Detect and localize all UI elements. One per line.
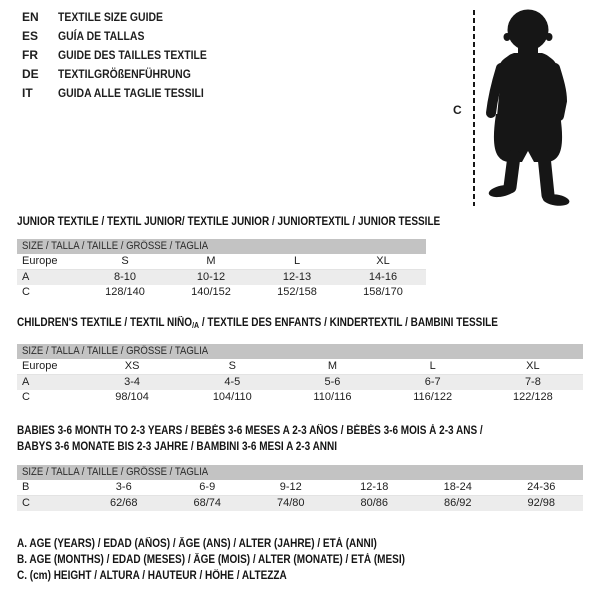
cell: 122/128 xyxy=(513,391,553,403)
cell: 5-6 xyxy=(324,376,341,388)
cell: 110/116 xyxy=(313,391,352,403)
cell: L xyxy=(429,360,436,372)
language-label: GUIDA ALLE TAGLIE TESSILI xyxy=(58,86,204,100)
language-label: TEXTILGRÖßENFÜHRUNG xyxy=(58,67,191,81)
cell: M xyxy=(206,255,216,267)
language-label: TEXTILE SIZE GUIDE xyxy=(58,10,163,24)
cell: 86/92 xyxy=(443,497,472,509)
legend xyxy=(17,536,463,584)
language-row-fr xyxy=(22,46,229,65)
language-label: GUIDE DES TAILLES TEXTILE xyxy=(58,48,207,62)
cell: 10-12 xyxy=(196,271,226,283)
cell: XS xyxy=(124,360,140,372)
cell: 12-18 xyxy=(360,481,389,493)
cell: 62/68 xyxy=(109,497,138,509)
cell: 12-13 xyxy=(282,271,312,283)
language-label: GUÍA DE TALLAS xyxy=(58,29,145,43)
cell: 158/170 xyxy=(363,286,403,298)
row-label: Europe xyxy=(22,360,58,372)
cell: 24-36 xyxy=(527,481,556,493)
cell: M xyxy=(327,360,338,372)
size-header-bar: SIZE / TALLA / TAILLE / GRÖSSE / TAGLIA xyxy=(17,344,583,359)
cell: 4-5 xyxy=(224,376,241,388)
table-row xyxy=(17,359,583,375)
legend-line-c: C. (cm) HEIGHT / ALTURA / HAUTEUR / HÖHE / ALTEZZA xyxy=(17,570,287,582)
legend-line-a: A. AGE (YEARS) / EDAD (AÑOS) / ÂGE (ANS) / ALTER (JAHRE) / ETÀ (ANNI) xyxy=(17,538,377,550)
cell: 6-9 xyxy=(199,481,216,493)
baby-figure xyxy=(452,6,582,208)
language-row-en xyxy=(22,8,229,27)
language-row-es xyxy=(22,27,229,46)
language-code: ES xyxy=(22,29,39,43)
junior-table-title: JUNIOR TEXTILE / TEXTIL JUNIOR/ TEXTILE JUNIOR / JUNIORTEXTIL / JUNIOR TESSILE xyxy=(17,216,441,228)
legend-line-b: B. AGE (MONTHS) / EDAD (MESES) / ÂGE (MOIS) / ALTER (MONATE) / ETÀ (MESI) xyxy=(17,554,405,566)
language-list xyxy=(22,8,229,103)
cell: 7-8 xyxy=(524,376,541,388)
junior-size-table xyxy=(17,239,426,300)
table-row xyxy=(17,390,583,405)
size-header-bar: SIZE / TALLA / TAILLE / GRÖSSE / TAGLIA xyxy=(17,465,583,480)
cell: 92/98 xyxy=(527,497,556,509)
title-subscript: /A xyxy=(192,321,200,330)
cell: 116/122 xyxy=(413,391,453,403)
row-label: C xyxy=(22,286,30,298)
row-label: A xyxy=(22,271,30,283)
cell: 128/140 xyxy=(105,286,145,298)
cell: 98/104 xyxy=(115,391,149,403)
cell: S xyxy=(121,255,129,267)
cell: 74/80 xyxy=(276,497,305,509)
cell: 80/86 xyxy=(360,497,389,509)
height-measure-label: C xyxy=(453,103,462,117)
babies-size-table xyxy=(17,465,583,511)
cell: 104/110 xyxy=(212,391,252,403)
cell: L xyxy=(293,255,301,267)
row-label: C xyxy=(22,391,30,403)
language-row-de xyxy=(22,65,229,84)
table-row xyxy=(17,375,583,390)
row-label: B xyxy=(22,481,30,493)
cell: 18-24 xyxy=(443,481,472,493)
language-code: EN xyxy=(22,10,39,24)
cell: 3-4 xyxy=(124,376,141,388)
language-row-it xyxy=(22,84,229,103)
language-code: FR xyxy=(22,48,38,62)
language-code: DE xyxy=(22,67,39,81)
cell: 152/158 xyxy=(277,286,317,298)
size-header-bar: SIZE / TALLA / TAILLE / GRÖSSE / TAGLIA xyxy=(17,239,426,254)
cell: 9-12 xyxy=(279,481,302,493)
baby-silhouette-icon xyxy=(452,6,582,208)
row-label: Europe xyxy=(22,255,58,267)
table-row xyxy=(17,254,426,270)
children-table-title: CHILDREN'S TEXTILE / TEXTIL $NIÑO_{/A}$ / TEXTILE DES ENFANTS / KINDERTEXTIL / BAMBINI TESSILE xyxy=(17,317,498,330)
table-row xyxy=(17,480,583,496)
row-label: A xyxy=(22,376,30,388)
cell: XL xyxy=(526,360,540,372)
cell: S xyxy=(228,360,236,372)
cell: 3-6 xyxy=(115,481,132,493)
cell: 6-7 xyxy=(424,376,441,388)
cell: 8-10 xyxy=(113,271,137,283)
language-code: IT xyxy=(22,86,33,100)
cell: 14-16 xyxy=(368,271,398,283)
table-row xyxy=(17,270,426,285)
table-row xyxy=(17,285,426,300)
babies-table-title: BABIES 3-6 MONTH TO 2-3 YEARS / BEBÉS 3-6 MESES A 2-3 AÑOS / BÉBÉS 3-6 MOIS À 2-3 ANS / BABYS 3-6 MONATE BIS 2-3 JAHRE / BAMBINI 3-6 MESI A 2-3 ANNI xyxy=(17,425,483,453)
table-row xyxy=(17,496,583,511)
row-label: C xyxy=(22,497,30,509)
cell: 140/152 xyxy=(191,286,231,298)
cell: XL xyxy=(376,255,390,267)
children-size-table xyxy=(17,344,583,405)
cell: 68/74 xyxy=(193,497,222,509)
